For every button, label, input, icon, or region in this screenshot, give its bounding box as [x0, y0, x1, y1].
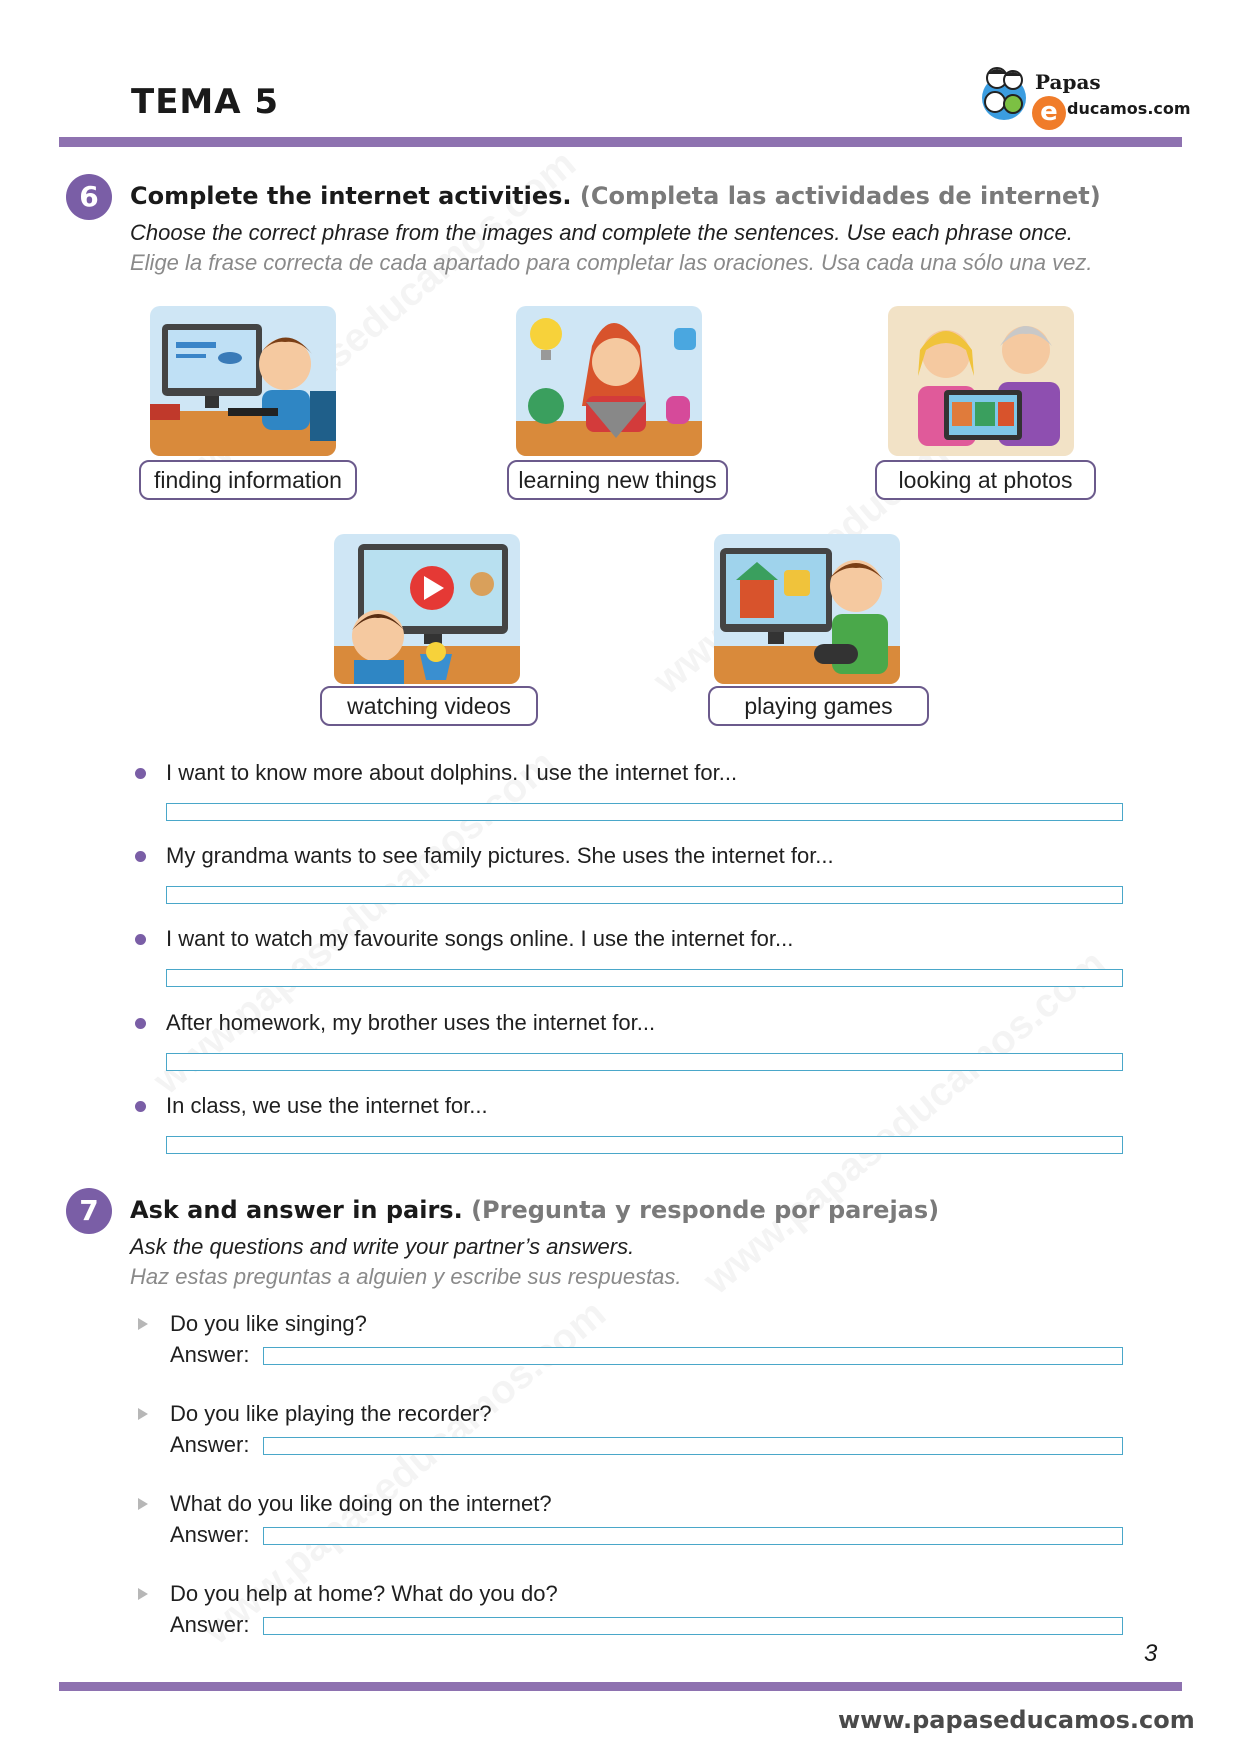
section-6-title [130, 182, 1101, 210]
question-1: Do you like singing? [170, 1311, 367, 1336]
section-7-instruction-es: Haz estas preguntas a alguien y escribe sus respuestas. [130, 1264, 682, 1289]
section-6-badge: 6 [66, 174, 112, 220]
bullet-dot [135, 768, 146, 779]
section-7-title-es: (Pregunta y responde por parejas) [471, 1196, 940, 1224]
sentence-3: I want to watch my favourite songs online. I use the internet for... [166, 926, 794, 951]
bullet-dot [135, 1018, 146, 1029]
arrow-bullet-icon [138, 1498, 148, 1510]
phrase-learning-new-things: learning new things [507, 460, 728, 500]
page-number: 3 [1144, 1640, 1158, 1667]
finding-information-image [150, 306, 336, 456]
section-7-badge: 7 [66, 1188, 112, 1234]
papaseducamos-logo [975, 62, 1191, 134]
section-6-instruction-es: Elige la frase correcta de cada apartado para completar las oraciones. Usa cada una sólo una vez. [130, 250, 1093, 275]
watching-videos-image [334, 534, 520, 684]
header-divider [59, 137, 1182, 147]
question-2-answer-input[interactable] [263, 1437, 1123, 1455]
phrase-finding-information: finding information [139, 460, 357, 500]
answer-label: Answer: [170, 1342, 250, 1367]
arrow-bullet-icon [138, 1318, 148, 1330]
kids-logo-icon [977, 64, 1031, 122]
section-6-title-es: (Completa las actividades de internet) [579, 182, 1101, 210]
looking-at-photos-image [888, 306, 1074, 456]
question-2: Do you like playing the recorder? [170, 1401, 492, 1426]
answer-label: Answer: [170, 1522, 250, 1547]
section-7-instruction-en: Ask the questions and write your partner’s answers. [130, 1234, 635, 1259]
bullet-dot [135, 934, 146, 945]
sentence-2-answer-input[interactable] [166, 886, 1123, 904]
logo-papas-text: Papas [1035, 70, 1101, 94]
bullet-dot [135, 1101, 146, 1112]
question-3-answer-input[interactable] [263, 1527, 1123, 1545]
answer-label: Answer: [170, 1612, 250, 1637]
logo-educamos-text: ducamos.com [1067, 99, 1191, 118]
arrow-bullet-icon [138, 1588, 148, 1600]
phrase-playing-games: playing games [708, 686, 929, 726]
footer-divider [59, 1682, 1182, 1691]
phrase-watching-videos: watching videos [320, 686, 538, 726]
question-3: What do you like doing on the internet? [170, 1491, 552, 1516]
section-7-title-en: Ask and answer in pairs. [130, 1196, 463, 1224]
learning-new-things-image [516, 306, 702, 456]
section-6-title-en: Complete the internet activities. [130, 182, 572, 210]
arrow-bullet-icon [138, 1408, 148, 1420]
sentence-4-answer-input[interactable] [166, 1053, 1123, 1071]
section-7-title [130, 1196, 939, 1224]
page-title: TEMA 5 [131, 82, 280, 122]
phrase-looking-at-photos: looking at photos [875, 460, 1096, 500]
bullet-dot [135, 851, 146, 862]
sentence-5-answer-input[interactable] [166, 1136, 1123, 1154]
question-4-answer-input[interactable] [263, 1617, 1123, 1635]
playing-games-image [714, 534, 900, 684]
sentence-5: In class, we use the internet for... [166, 1093, 488, 1118]
sentence-1: I want to know more about dolphins. I use the internet for... [166, 760, 738, 785]
sentence-4: After homework, my brother uses the internet for... [166, 1010, 656, 1035]
logo-e-icon: e [1032, 96, 1066, 130]
section-6-instruction-en: Choose the correct phrase from the images and complete the sentences. Use each phrase once. [130, 220, 1073, 245]
sentence-3-answer-input[interactable] [166, 969, 1123, 987]
question-4: Do you help at home? What do you do? [170, 1581, 558, 1606]
answer-label: Answer: [170, 1432, 250, 1457]
question-1-answer-input[interactable] [263, 1347, 1123, 1365]
footer-url-link[interactable]: www.papaseducamos.com [838, 1706, 1195, 1734]
sentence-1-answer-input[interactable] [166, 803, 1123, 821]
sentence-2: My grandma wants to see family pictures. She uses the internet for... [166, 843, 834, 868]
